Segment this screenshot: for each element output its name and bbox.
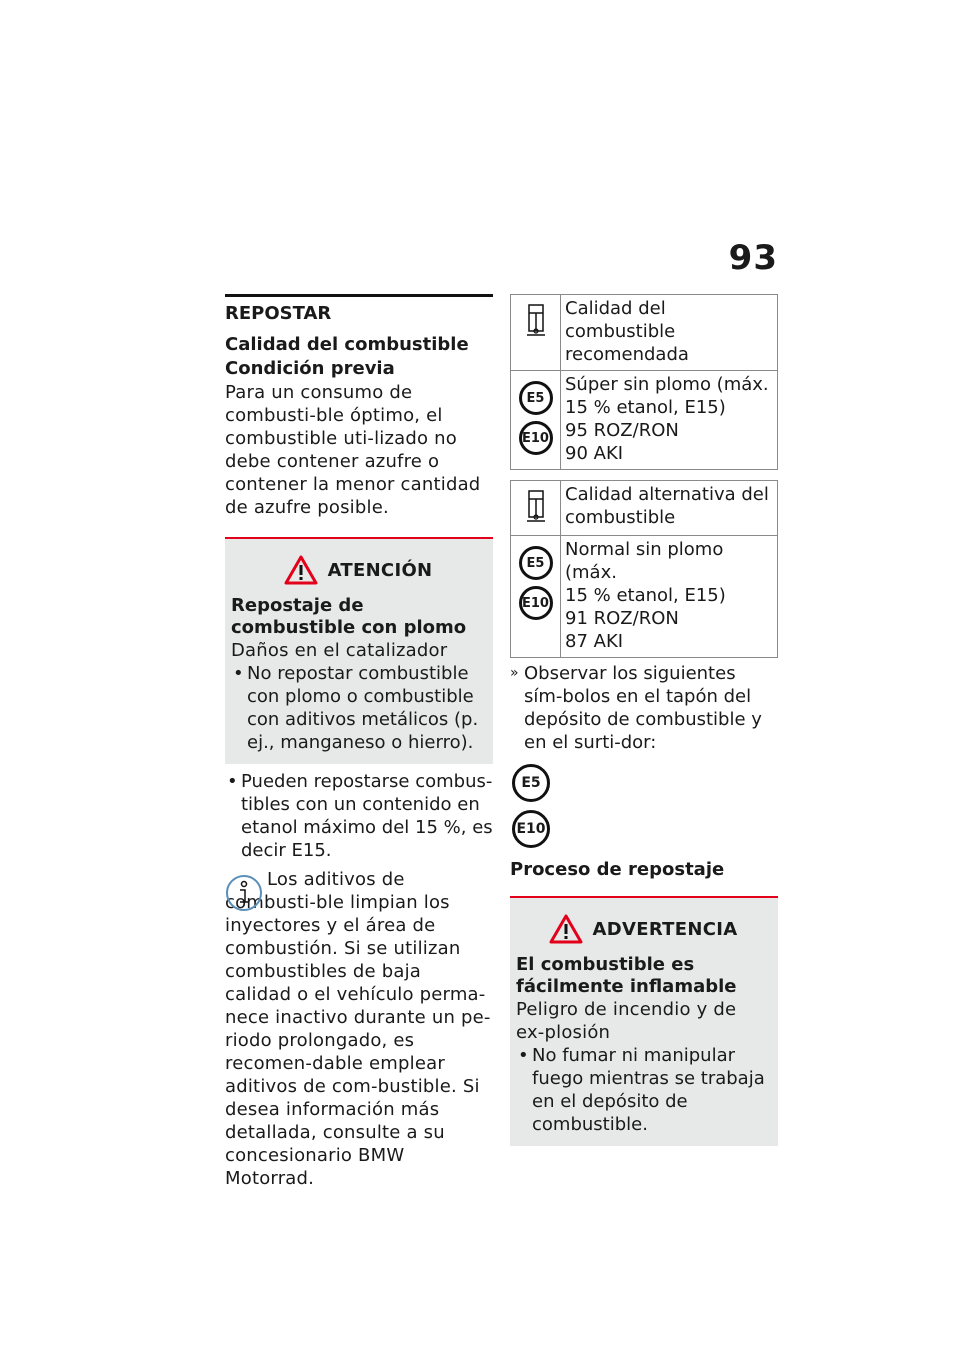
recommended-header-row xyxy=(511,295,778,371)
warning-risk: Peligro de incendio y de ex-plosión xyxy=(516,999,737,1043)
badge-cell xyxy=(511,536,561,658)
attention-bullet xyxy=(231,662,485,754)
warning-triangle-icon xyxy=(284,555,318,585)
attention-risk: Daños en el catalizador xyxy=(231,640,448,661)
recommended-line: Súper sin plomo (máx. xyxy=(565,374,769,395)
observe-instruction xyxy=(510,662,778,754)
warning-bullet-text: No fumar ni manipular fuego mientras se trabaja en el depósito de combustible. xyxy=(532,1045,765,1135)
alternative-line: 91 ROZ/RON xyxy=(565,608,679,629)
recommended-detail-row xyxy=(511,371,778,470)
recommended-line: 95 ROZ/RON xyxy=(565,420,679,441)
attention-heading: Repostaje de combustible con plomo xyxy=(231,595,467,638)
warning-box xyxy=(510,896,778,1146)
fuel-badges xyxy=(512,764,778,848)
right-column xyxy=(510,294,778,1146)
process-title: Proceso de repostaje xyxy=(510,859,725,880)
precondition-title: Condición previa xyxy=(225,358,395,379)
observe-text: Observar los siguientes sím-bolos en el tapón del depósito de combustible y en el surti-dor: xyxy=(524,663,762,753)
alternative-header: Calidad alternativa del combustible xyxy=(561,481,778,536)
warning-heading: El combustible es fácilmente inflamable xyxy=(516,954,737,997)
left-column xyxy=(225,294,493,1190)
recommended-lines xyxy=(561,371,778,470)
recommended-line: 15 % etanol, E15) xyxy=(565,397,726,418)
recommended-header: Calidad del combustible recomendada xyxy=(561,295,778,371)
fuel-pump-cell xyxy=(511,481,561,536)
info-note xyxy=(225,868,493,1190)
section-title: REPOSTAR xyxy=(225,303,332,324)
recommended-fuel-table xyxy=(510,294,778,470)
recommended-line: 90 AKI xyxy=(565,443,624,464)
alternative-line: Normal sin plomo (máx. xyxy=(565,539,724,583)
page-number: 93 xyxy=(728,238,778,278)
e5-badge-icon: E5 xyxy=(519,381,553,415)
bullet-dot: • xyxy=(233,663,244,684)
e10-badge-icon: E10 xyxy=(512,810,550,848)
alternative-line: 87 AKI xyxy=(565,631,624,652)
attention-header xyxy=(231,555,485,585)
alternative-line: 15 % etanol, E15) xyxy=(565,585,726,606)
e5-badge-icon: E5 xyxy=(512,764,550,802)
fuel-pump-icon xyxy=(525,487,547,525)
badge-cell xyxy=(511,371,561,470)
warning-header xyxy=(516,914,770,944)
arrow-marker: » xyxy=(510,665,519,681)
fuel-pump-cell xyxy=(511,295,561,371)
alternative-detail-row xyxy=(511,536,778,658)
bullet-dot: • xyxy=(227,771,238,792)
attention-box xyxy=(225,537,493,764)
alternative-lines xyxy=(561,536,778,658)
attention-title: ATENCIÓN xyxy=(327,559,433,581)
warning-title: ADVERTENCIA xyxy=(592,918,738,940)
attention-bullet-text: No repostar combustible con plomo o combustible con aditivos metálicos (p. ej., manganeso o hierro). xyxy=(247,663,479,753)
e10-badge-icon: E10 xyxy=(519,586,553,620)
info-text: Los aditivos de combusti-ble limpian los inyectores y el área de combustión. Si se utilizan combustibles de baja calidad o el vehículo perma-nece inactivo durante un pe-riodo prolongado, es recomen-dable emplear aditivos de com-bustible. Si desea información más detallada, consulte a su concesionario BMW Motorrad. xyxy=(225,869,491,1189)
warning-bullet xyxy=(516,1044,770,1136)
warning-triangle-icon xyxy=(549,914,583,944)
subsection-title: Calidad del combustible xyxy=(225,334,469,355)
alternative-fuel-table xyxy=(510,480,778,658)
precondition-text: Para un consumo de combusti-ble óptimo, el combustible uti-lizado no debe contener azufre o contener la menor cantidad de azufre posible. xyxy=(225,382,481,518)
info-icon xyxy=(225,874,263,912)
alternative-header-row xyxy=(511,481,778,536)
bullet-dot: • xyxy=(518,1045,529,1066)
e5-badge-icon: E5 xyxy=(519,546,553,580)
fuel-pump-icon xyxy=(525,301,547,339)
ethanol-bullet-text: Pueden repostarse combus-tibles con un contenido en etanol máximo del 15 %, es decir E15. xyxy=(241,771,493,861)
ethanol-bullet xyxy=(225,770,493,862)
e10-badge-icon: E10 xyxy=(519,421,553,455)
section-rule xyxy=(225,294,493,297)
